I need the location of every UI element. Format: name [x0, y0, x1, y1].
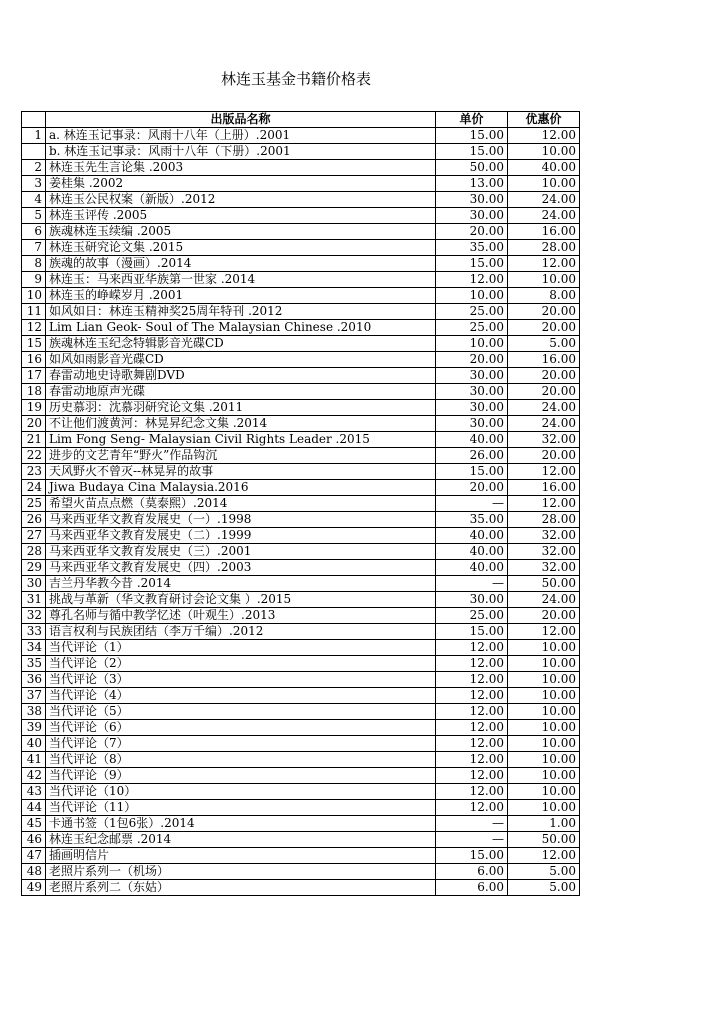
row-number: 7 [22, 240, 46, 256]
item-name: 马来西亚华文教育发展史（三）.2001 [46, 544, 436, 560]
row-number: 19 [22, 400, 46, 416]
row-number: 48 [22, 864, 46, 880]
item-name: 林连玉公民权案（新版）.2012 [46, 192, 436, 208]
row-number: 42 [22, 768, 46, 784]
table-row [22, 448, 580, 464]
row-number: 12 [22, 320, 46, 336]
discount-price: 20.00 [508, 608, 580, 624]
unit-price: 30.00 [436, 208, 508, 224]
row-number: 10 [22, 288, 46, 304]
item-name: 林连玉评传 .2005 [46, 208, 436, 224]
item-name: 当代评论（7） [46, 736, 436, 752]
unit-price: 15.00 [436, 144, 508, 160]
unit-price: 20.00 [436, 480, 508, 496]
row-number: 43 [22, 784, 46, 800]
unit-price: 12.00 [436, 784, 508, 800]
item-name: 族魂的故事（漫画）.2014 [46, 256, 436, 272]
discount-price: 12.00 [508, 256, 580, 272]
row-number: 27 [22, 528, 46, 544]
item-name: 当代评论（10） [46, 784, 436, 800]
table-row [22, 496, 580, 512]
row-number: 3 [22, 176, 46, 192]
discount-price: 50.00 [508, 832, 580, 848]
unit-price: 12.00 [436, 656, 508, 672]
discount-price: 8.00 [508, 288, 580, 304]
item-name: 当代评论（5） [46, 704, 436, 720]
item-name: 当代评论（4） [46, 688, 436, 704]
row-number: 8 [22, 256, 46, 272]
unit-price: 6.00 [436, 864, 508, 880]
item-name: 老照片系列二（东姑） [46, 880, 436, 896]
unit-price: 12.00 [436, 736, 508, 752]
table-row [22, 864, 580, 880]
item-name: Lim Lian Geok- Soul of The Malaysian Chinese .2010 [46, 320, 436, 336]
item-name: 如风如日：林连玉精神奖25周年特刊 .2012 [46, 304, 436, 320]
table-row [22, 400, 580, 416]
discount-price: 10.00 [508, 272, 580, 288]
row-number: 6 [22, 224, 46, 240]
row-number: 37 [22, 688, 46, 704]
discount-price: 10.00 [508, 640, 580, 656]
unit-price: 15.00 [436, 848, 508, 864]
discount-price: 16.00 [508, 352, 580, 368]
row-number: 34 [22, 640, 46, 656]
item-name: 当代评论（2） [46, 656, 436, 672]
unit-price: 12.00 [436, 800, 508, 816]
table-row [22, 224, 580, 240]
unit-price: 30.00 [436, 368, 508, 384]
table-row [22, 208, 580, 224]
discount-price: 5.00 [508, 336, 580, 352]
unit-price: 25.00 [436, 304, 508, 320]
row-number [22, 144, 46, 160]
item-name: 林连玉先生言论集 .2003 [46, 160, 436, 176]
row-number: 35 [22, 656, 46, 672]
table-row [22, 384, 580, 400]
header-price: 单价 [436, 112, 508, 128]
row-number: 15 [22, 336, 46, 352]
unit-price: 35.00 [436, 240, 508, 256]
row-number: 36 [22, 672, 46, 688]
table-row [22, 848, 580, 864]
item-name: 当代评论（6） [46, 720, 436, 736]
item-name: 姜桂集 .2002 [46, 176, 436, 192]
discount-price: 24.00 [508, 592, 580, 608]
unit-price: 20.00 [436, 352, 508, 368]
row-number: 25 [22, 496, 46, 512]
table-row [22, 832, 580, 848]
item-name: 当代评论（11） [46, 800, 436, 816]
discount-price: 20.00 [508, 384, 580, 400]
table-row [22, 688, 580, 704]
unit-price: 10.00 [436, 288, 508, 304]
row-number: 39 [22, 720, 46, 736]
table-row [22, 144, 580, 160]
row-number: 17 [22, 368, 46, 384]
unit-price: — [436, 816, 508, 832]
table-row [22, 416, 580, 432]
row-number: 45 [22, 816, 46, 832]
table-body [22, 128, 580, 896]
row-number: 20 [22, 416, 46, 432]
table-row [22, 800, 580, 816]
discount-price: 10.00 [508, 800, 580, 816]
table-row [22, 320, 580, 336]
unit-price: 40.00 [436, 544, 508, 560]
discount-price: 24.00 [508, 416, 580, 432]
unit-price: 25.00 [436, 608, 508, 624]
unit-price: 30.00 [436, 192, 508, 208]
row-number: 41 [22, 752, 46, 768]
unit-price: 10.00 [436, 336, 508, 352]
table-row [22, 432, 580, 448]
table-row [22, 560, 580, 576]
row-number: 2 [22, 160, 46, 176]
table-row [22, 480, 580, 496]
discount-price: 12.00 [508, 128, 580, 144]
item-name: 如风如雨影音光碟CD [46, 352, 436, 368]
item-name: 尊孔名师与循中教学忆述（叶观生）.2013 [46, 608, 436, 624]
discount-price: 10.00 [508, 768, 580, 784]
unit-price: 50.00 [436, 160, 508, 176]
item-name: 林连玉的峥嵘岁月 .2001 [46, 288, 436, 304]
row-number: 33 [22, 624, 46, 640]
table-row [22, 336, 580, 352]
discount-price: 24.00 [508, 400, 580, 416]
row-number: 9 [22, 272, 46, 288]
row-number: 28 [22, 544, 46, 560]
unit-price: 26.00 [436, 448, 508, 464]
discount-price: 40.00 [508, 160, 580, 176]
table-row [22, 176, 580, 192]
unit-price: 6.00 [436, 880, 508, 896]
item-name: 族魂林连玉纪念特辑影音光碟CD [46, 336, 436, 352]
row-number: 11 [22, 304, 46, 320]
price-table [21, 111, 580, 896]
table-row [22, 816, 580, 832]
row-number: 29 [22, 560, 46, 576]
discount-price: 24.00 [508, 192, 580, 208]
table-row [22, 528, 580, 544]
row-number: 21 [22, 432, 46, 448]
item-name: 春雷动地史诗歌舞剧DVD [46, 368, 436, 384]
discount-price: 24.00 [508, 208, 580, 224]
discount-price: 12.00 [508, 848, 580, 864]
item-name: 卡通书签（1包6张）.2014 [46, 816, 436, 832]
row-number: 18 [22, 384, 46, 400]
discount-price: 5.00 [508, 880, 580, 896]
discount-price: 10.00 [508, 688, 580, 704]
discount-price: 16.00 [508, 224, 580, 240]
discount-price: 10.00 [508, 176, 580, 192]
row-number: 1 [22, 128, 46, 144]
table-header-row [22, 112, 580, 128]
discount-price: 20.00 [508, 320, 580, 336]
unit-price: 30.00 [436, 416, 508, 432]
row-number: 38 [22, 704, 46, 720]
row-number: 30 [22, 576, 46, 592]
table-row [22, 256, 580, 272]
discount-price: 12.00 [508, 624, 580, 640]
discount-price: 1.00 [508, 816, 580, 832]
row-number: 22 [22, 448, 46, 464]
header-no [22, 112, 46, 128]
item-name: 当代评论（1） [46, 640, 436, 656]
item-name: 历史慕羽：沈慕羽研究论文集 .2011 [46, 400, 436, 416]
table-row [22, 752, 580, 768]
row-number: 32 [22, 608, 46, 624]
table-row [22, 192, 580, 208]
unit-price: 12.00 [436, 688, 508, 704]
unit-price: — [436, 832, 508, 848]
item-name: 林连玉：马来西亚华族第一世家 .2014 [46, 272, 436, 288]
table-row [22, 304, 580, 320]
table-row [22, 768, 580, 784]
unit-price: 12.00 [436, 672, 508, 688]
row-number: 4 [22, 192, 46, 208]
table-row [22, 352, 580, 368]
unit-price: 12.00 [436, 272, 508, 288]
item-name: 春雷动地原声光碟 [46, 384, 436, 400]
table-row [22, 160, 580, 176]
discount-price: 12.00 [508, 464, 580, 480]
item-name: 族魂林连玉续编 .2005 [46, 224, 436, 240]
item-name: 插画明信片 [46, 848, 436, 864]
item-name: 马来西亚华文教育发展史（四）.2003 [46, 560, 436, 576]
discount-price: 28.00 [508, 512, 580, 528]
discount-price: 10.00 [508, 656, 580, 672]
table-row [22, 736, 580, 752]
table-row [22, 640, 580, 656]
discount-price: 32.00 [508, 544, 580, 560]
header-discount: 优惠价 [508, 112, 580, 128]
discount-price: 16.00 [508, 480, 580, 496]
row-number: 24 [22, 480, 46, 496]
unit-price: 15.00 [436, 464, 508, 480]
discount-price: 28.00 [508, 240, 580, 256]
unit-price: 15.00 [436, 624, 508, 640]
unit-price: 30.00 [436, 384, 508, 400]
item-name: 马来西亚华文教育发展史（二）.1999 [46, 528, 436, 544]
unit-price: 20.00 [436, 224, 508, 240]
page-title: 林连玉基金书籍价格表 [220, 70, 371, 88]
row-number: 16 [22, 352, 46, 368]
item-name: b. 林连玉记事录：风雨十八年（下册）.2001 [46, 144, 436, 160]
unit-price: 12.00 [436, 704, 508, 720]
unit-price: 40.00 [436, 528, 508, 544]
item-name: 语言权利与民族团结（李万千编）.2012 [46, 624, 436, 640]
discount-price: 12.00 [508, 496, 580, 512]
discount-price: 32.00 [508, 432, 580, 448]
table-row [22, 368, 580, 384]
item-name: 林连玉纪念邮票 .2014 [46, 832, 436, 848]
discount-price: 10.00 [508, 720, 580, 736]
item-name: 挑战与革新（华文教育研讨会论文集 ）.2015 [46, 592, 436, 608]
table-row [22, 272, 580, 288]
table-row [22, 672, 580, 688]
discount-price: 5.00 [508, 864, 580, 880]
unit-price: 12.00 [436, 768, 508, 784]
item-name: 希望火苗点点燃（莫泰熙）.2014 [46, 496, 436, 512]
table-row [22, 544, 580, 560]
unit-price: 25.00 [436, 320, 508, 336]
item-name: 林连玉研究论文集 .2015 [46, 240, 436, 256]
row-number: 44 [22, 800, 46, 816]
unit-price: 30.00 [436, 400, 508, 416]
row-number: 40 [22, 736, 46, 752]
table-row [22, 512, 580, 528]
unit-price: 12.00 [436, 640, 508, 656]
row-number: 47 [22, 848, 46, 864]
table-row [22, 784, 580, 800]
discount-price: 10.00 [508, 784, 580, 800]
discount-price: 50.00 [508, 576, 580, 592]
unit-price: 35.00 [436, 512, 508, 528]
item-name: 天风野火不曾灭--林晃昇的故事 [46, 464, 436, 480]
unit-price: 15.00 [436, 256, 508, 272]
unit-price: 15.00 [436, 128, 508, 144]
table-row [22, 656, 580, 672]
table-row [22, 704, 580, 720]
item-name: Jiwa Budaya Cina Malaysia.2016 [46, 480, 436, 496]
unit-price: 40.00 [436, 432, 508, 448]
discount-price: 32.00 [508, 528, 580, 544]
discount-price: 32.00 [508, 560, 580, 576]
table-row [22, 288, 580, 304]
table-row [22, 240, 580, 256]
item-name: 当代评论（8） [46, 752, 436, 768]
row-number: 31 [22, 592, 46, 608]
row-number: 26 [22, 512, 46, 528]
table-row [22, 880, 580, 896]
discount-price: 20.00 [508, 368, 580, 384]
item-name: 老照片系列一（机场） [46, 864, 436, 880]
item-name: 吉兰丹华教今昔 .2014 [46, 576, 436, 592]
table-row [22, 720, 580, 736]
unit-price: 12.00 [436, 720, 508, 736]
row-number: 5 [22, 208, 46, 224]
row-number: 23 [22, 464, 46, 480]
unit-price: 30.00 [436, 592, 508, 608]
discount-price: 10.00 [508, 704, 580, 720]
discount-price: 10.00 [508, 144, 580, 160]
row-number: 46 [22, 832, 46, 848]
table-row [22, 128, 580, 144]
unit-price: — [436, 496, 508, 512]
table-row [22, 464, 580, 480]
item-name: 马来西亚华文教育发展史（一）.1998 [46, 512, 436, 528]
discount-price: 10.00 [508, 752, 580, 768]
header-name: 出版品名称 [46, 112, 436, 128]
row-number: 49 [22, 880, 46, 896]
unit-price: 12.00 [436, 752, 508, 768]
unit-price: 13.00 [436, 176, 508, 192]
item-name: Lim Fong Seng- Malaysian Civil Rights Leader .2015 [46, 432, 436, 448]
item-name: 当代评论（9） [46, 768, 436, 784]
table-row [22, 608, 580, 624]
item-name: 进步的文艺青年“野火”作品钩沉 [46, 448, 436, 464]
unit-price: 40.00 [436, 560, 508, 576]
item-name: 当代评论（3） [46, 672, 436, 688]
item-name: 不让他们渡黄河：林晃昇纪念文集 .2014 [46, 416, 436, 432]
discount-price: 20.00 [508, 448, 580, 464]
table-row [22, 576, 580, 592]
discount-price: 20.00 [508, 304, 580, 320]
table-row [22, 624, 580, 640]
table-row [22, 592, 580, 608]
unit-price: — [436, 576, 508, 592]
discount-price: 10.00 [508, 736, 580, 752]
item-name: a. 林连玉记事录：风雨十八年（上册）.2001 [46, 128, 436, 144]
discount-price: 10.00 [508, 672, 580, 688]
